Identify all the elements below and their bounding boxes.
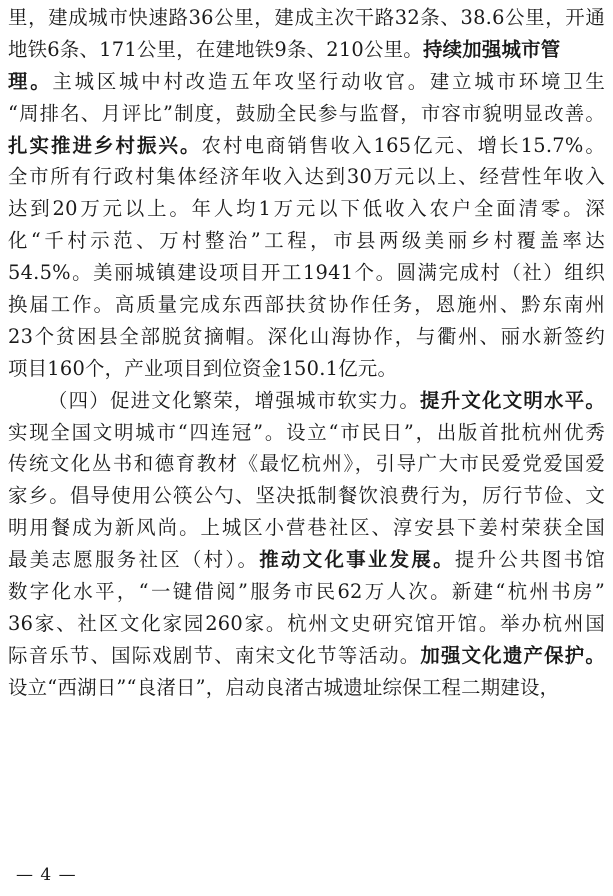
text-line bbox=[8, 98, 605, 130]
text-segment: 设立“西湖日”“良渚日”，启动良渚古城遗址综保工程二期建设， bbox=[8, 675, 560, 699]
text-line bbox=[8, 193, 605, 225]
text-segment: 换届工作。高质量完成东西部扶贫协作任务，恩施州、黔东南州 bbox=[8, 293, 605, 317]
text-line bbox=[8, 66, 605, 98]
text-line bbox=[8, 257, 605, 289]
text-segment: 主城区城中村改造五年攻坚行动收官。建立城市环境卫生 bbox=[52, 69, 605, 93]
text-line bbox=[8, 640, 605, 672]
text-segment: 数字化水平，“一键借阅”服务市民62万人次。新建“杭州书房” bbox=[8, 580, 605, 604]
text-segment: 23个贫困县全部脱贫摘帽。深化山海协作，与衢州、丽水新签约 bbox=[8, 324, 605, 348]
text-line bbox=[8, 34, 605, 66]
page-number: — 4 — bbox=[16, 865, 77, 885]
text-line bbox=[8, 512, 605, 544]
bold-heading-phrase: 推动文化事业发展。 bbox=[259, 548, 455, 572]
text-line bbox=[8, 225, 605, 257]
text-segment: 传统文化丛书和德育教材《最忆杭州》，引导广大市民爱党爱国爱 bbox=[8, 452, 605, 476]
text-segment: 里，建成城市快速路36公里，建成主次干路32条、38.6公里，开通 bbox=[8, 6, 605, 29]
text-line bbox=[8, 2, 605, 34]
text-segment: 项目160个，产业项目到位资金150.1亿元。 bbox=[8, 356, 398, 380]
text-segment: 地铁6条、171公里，在建地铁9条、210公里。 bbox=[8, 37, 423, 61]
bold-heading-phrase: 理。 bbox=[8, 69, 53, 93]
text-line bbox=[8, 608, 605, 640]
text-line bbox=[8, 576, 605, 608]
text-line bbox=[8, 289, 605, 321]
text-segment: “周排名、月评比”制度，鼓励全民参与监督，市容市貌明显改善。 bbox=[8, 101, 605, 125]
text-segment: （四）促进文化繁荣，增强城市软实力。 bbox=[48, 388, 421, 412]
text-segment: 化“千村示范、万村整治”工程，市县两级美丽乡村覆盖率达 bbox=[8, 229, 605, 253]
text-segment: 明用餐成为新风尚。上城区小营巷社区、淳安县下姜村荣获全国 bbox=[8, 516, 605, 540]
text-segment: 最美志愿服务社区（村）。 bbox=[8, 548, 260, 572]
bold-heading-phrase: 持续加强城市管 bbox=[422, 37, 561, 61]
text-line bbox=[8, 130, 605, 162]
text-line bbox=[8, 385, 605, 417]
body-text bbox=[8, 2, 605, 704]
text-segment: 际音乐节、国际戏剧节、南宋文化节等活动。 bbox=[8, 643, 421, 667]
text-segment: 36家、社区文化家园260家。杭州文史研究馆开馆。举办杭州国 bbox=[8, 611, 605, 635]
text-line bbox=[8, 417, 605, 449]
text-segment: 全市所有行政村集体经济年收入达到30万元以上、经营性年收入 bbox=[8, 165, 605, 189]
text-line bbox=[8, 321, 605, 353]
text-segment: 实现全国文明城市“四连冠”。设立“市民日”，出版首批杭州优秀 bbox=[8, 420, 605, 444]
text-line bbox=[8, 448, 605, 480]
bold-heading-phrase: 加强文化遗产保护。 bbox=[420, 643, 605, 667]
text-line bbox=[8, 672, 605, 704]
text-segment: 达到20万元以上。年人均1万元以下低收入农户全面清零。深 bbox=[8, 197, 605, 221]
text-line bbox=[8, 480, 605, 512]
text-line bbox=[8, 353, 605, 385]
text-line bbox=[8, 161, 605, 193]
bold-heading-phrase: 扎实推进乡村振兴。 bbox=[8, 133, 202, 157]
text-segment: 农村电商销售收入165亿元、增长15.7%。 bbox=[201, 133, 605, 157]
text-line bbox=[8, 544, 605, 576]
text-segment: 54.5%。美丽城镇建设项目开工1941个。圆满完成村（社）组织 bbox=[8, 261, 605, 285]
text-segment: 提升公共图书馆 bbox=[454, 548, 605, 572]
bold-heading-phrase: 提升文化文明水平。 bbox=[420, 388, 605, 412]
text-segment: 家乡。倡导使用公筷公勺、坚决抵制餐饮浪费行为，厉行节俭、文 bbox=[8, 484, 605, 508]
